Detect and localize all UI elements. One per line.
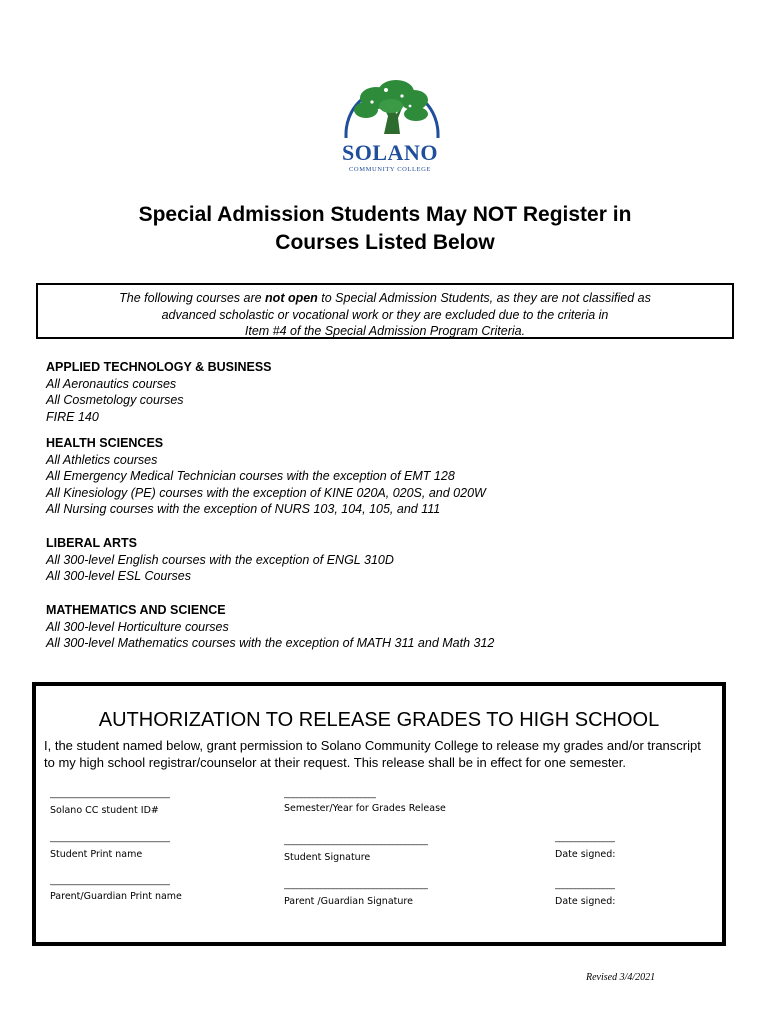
course-item: All Nursing courses with the exception of NURS 103, 104, 105, and 111 xyxy=(46,502,441,516)
student-id-line[interactable]: ______________________________ xyxy=(50,789,170,799)
logo-name: SOLANO xyxy=(342,140,438,165)
title-line-2: Courses Listed Below xyxy=(275,231,495,254)
course-item: FIRE 140 xyxy=(46,409,99,424)
course-item: All 300-level ESL Courses xyxy=(46,569,191,583)
course-item: All 300-level Horticulture courses xyxy=(46,619,229,634)
section-mathematics-science xyxy=(46,602,494,652)
course-item: All Emergency Medical Technician courses with the exception of EMT 128 xyxy=(46,469,455,483)
logo-subtitle: COMMUNITY COLLEGE xyxy=(349,166,431,173)
course-item: All Kinesiology (PE) courses with the exception of KINE 020A, 020S, and 020W xyxy=(46,485,486,500)
section-liberal-arts xyxy=(46,535,394,585)
date-signed-line-1[interactable]: _______________ xyxy=(555,833,615,843)
student-id-label: Solano CC student ID# xyxy=(50,805,159,816)
student-print-name-line[interactable]: ______________________________ xyxy=(50,833,170,843)
student-print-name-label: Student Print name xyxy=(50,849,143,860)
section-heading: MATHEMATICS AND SCIENCE xyxy=(46,603,226,617)
semester-year-label: Semester/Year for Grades Release xyxy=(284,803,446,814)
course-item: All 300-level English courses with the exception of ENGL 310D xyxy=(46,552,394,567)
parent-signature-line[interactable]: ____________________________________ xyxy=(284,880,428,890)
revised-date: Revised 3/4/2021 xyxy=(586,972,656,983)
notice-part-1: The following courses are xyxy=(119,291,266,305)
authorization-title: AUTHORIZATION TO RELEASE GRADES TO HIGH SCHOOL xyxy=(98,709,660,731)
section-heading: HEALTH SCIENCES xyxy=(46,436,164,450)
section-health-sciences xyxy=(46,435,486,518)
notice-emphasis: not open xyxy=(265,291,318,305)
course-item: All 300-level Mathematics courses with the exception of MATH 311 and Math 312 xyxy=(46,636,495,650)
section-heading: LIBERAL ARTS xyxy=(46,536,137,550)
authorization-body: I, the student named below, grant permission to Solano Community College to release my grades and/or transcript to my high school registrar/counselor at their request. This release shall be in effect for one semester. xyxy=(44,738,701,770)
section-heading: APPLIED TECHNOLOGY & BUSINESS xyxy=(46,360,272,374)
parent-signature-label: Parent /Guardian Signature xyxy=(284,896,413,907)
semester-year-line[interactable]: _______________________ xyxy=(284,789,376,799)
parent-print-name-label: Parent/Guardian Print name xyxy=(50,891,182,902)
course-item: All Cosmetology courses xyxy=(46,393,184,407)
notice-box xyxy=(36,283,734,339)
student-signature-label: Student Signature xyxy=(284,852,371,863)
notice-line-1 xyxy=(38,290,732,307)
course-item: All Athletics courses xyxy=(46,452,158,467)
date-signed-label-2: Date signed: xyxy=(555,896,616,907)
notice-part-2: to Special Admission Students, as they are not classified as xyxy=(317,291,651,305)
solano-logo xyxy=(336,78,444,176)
date-signed-label-1: Date signed: xyxy=(555,849,616,860)
course-item: All Aeronautics courses xyxy=(46,376,177,391)
title-line-1: Special Admission Students May NOT Register in xyxy=(138,203,632,226)
student-signature-line[interactable]: ____________________________________ xyxy=(284,836,428,846)
notice-line-3: Item #4 of the Special Admission Program Criteria. xyxy=(244,324,526,338)
tree-logo-icon xyxy=(336,78,444,142)
section-applied-technology xyxy=(46,359,272,425)
page-title xyxy=(60,201,710,257)
authorization-box xyxy=(32,682,726,946)
notice-line-2: advanced scholastic or vocational work or they are excluded due to the criteria in xyxy=(161,307,609,322)
date-signed-line-2[interactable]: _______________ xyxy=(555,880,615,890)
notice-text xyxy=(38,290,732,340)
parent-print-name-line[interactable]: ______________________________ xyxy=(50,876,170,886)
